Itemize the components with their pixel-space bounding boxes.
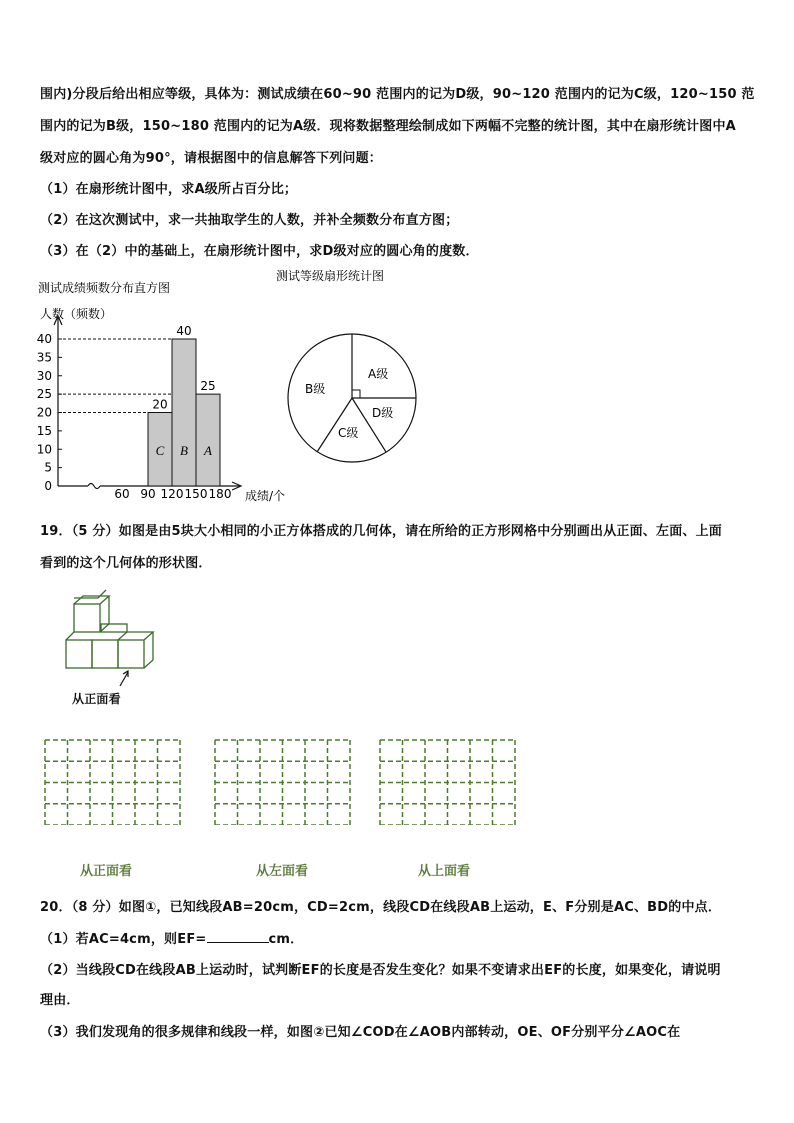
- q20-sub-2b: 理由．: [40, 993, 80, 1008]
- y-tick-label: 0: [44, 479, 52, 493]
- x-tick-label: 120: [160, 487, 184, 501]
- y-tick-label: 15: [36, 423, 52, 438]
- y-tick-label: 5: [44, 460, 52, 475]
- pie-label-d: D级: [372, 406, 394, 420]
- histogram: [37, 280, 285, 503]
- q18-sub-1: （1）在扇形统计图中，求A级所占百分比；: [40, 182, 298, 197]
- y-tick-label: 20: [36, 405, 52, 420]
- bar-category-label: A: [204, 443, 212, 458]
- pie-label-a: A级: [368, 367, 389, 381]
- pie-radius-lower-left: [317, 398, 352, 452]
- x-tick-label: 150: [184, 487, 208, 501]
- bar-value-label: 25: [200, 379, 216, 394]
- q19-line-2: 看到的这个几何体的形状图．: [40, 556, 212, 571]
- q18-line-3: 级对应的圆心角为90°，请根据图中的信息解答下列问题：: [40, 151, 382, 166]
- q19-line-1: 19．（5 分）如图是由5块大小相同的小正方体搭成的几何体，请在所给的正方形网格中分别画出从正面、左面、上面: [40, 524, 723, 539]
- q18-sub-2: （2）在这次测试中，求一共抽取学生的人数，并补全频数分布直方图；: [40, 213, 459, 228]
- dashed-grid-1[interactable]: [45, 740, 180, 825]
- q20-sub-1-suffix: cm．: [268, 932, 304, 947]
- right-angle-marker: [352, 390, 360, 398]
- q18-line-2: 围内的记为B级，150~180 范围内的记为A级．现将数据整理绘制成如下两幅不完整的统计图，其中在扇形统计图中A: [40, 119, 736, 134]
- q20-sub-1: [40, 928, 303, 947]
- histogram-bar-B: [172, 339, 196, 486]
- q20-sub-1-prefix: （1）若AC=4cm，则EF=: [40, 932, 207, 947]
- bar-value-label: 20: [152, 397, 168, 412]
- bar-category-label: C: [155, 443, 165, 458]
- dashed-grid-3[interactable]: [380, 740, 515, 825]
- q18-sub-3: （3）在（2）中的基础上，在扇形统计图中，求D级对应的圆心角的度数．: [40, 244, 479, 259]
- bar-value-label: 40: [176, 324, 192, 338]
- x-tick-label: 90: [140, 487, 156, 501]
- q20-sub-3: （3）我们发现角的很多规律和线段一样，如图②已知∠COD在∠AOB内部转动，OE、OF分别平分∠AOC在: [40, 1025, 681, 1040]
- pie-label-b: B级: [305, 382, 326, 396]
- x-tick-label: 60: [114, 487, 130, 501]
- y-tick-label: 10: [36, 442, 52, 457]
- answer-blank[interactable]: [207, 930, 269, 943]
- front-view-label: 从正面看: [72, 692, 121, 706]
- pie-label-c: C级: [338, 426, 359, 440]
- pie-chart: [276, 268, 416, 462]
- x-axis-break: [88, 484, 100, 489]
- bar-category-label: B: [180, 443, 188, 458]
- y-tick-label: 40: [36, 332, 52, 346]
- pie-title: 测试等级扇形统计图: [276, 269, 385, 283]
- y-tick-label: 25: [36, 387, 52, 402]
- grid-caption-left: 从左面看: [256, 864, 309, 879]
- x-tick-label: 180: [208, 487, 232, 501]
- histogram-ylabel: 人数（频数）: [40, 307, 113, 321]
- y-tick-label: 35: [36, 350, 52, 365]
- histogram-xlabel: 成绩/个: [245, 489, 286, 503]
- grid-caption-top: 从上面看: [418, 864, 471, 879]
- dashed-grids: [0, 735, 794, 825]
- y-tick-label: 30: [36, 368, 52, 383]
- q18-line-1: 围内)分段后给出相应等级，具体为：测试成绩在60~90 范围内的记为D级，90~120 范围内的记为C级，120~150 范: [40, 87, 755, 102]
- statistics-charts: [0, 0, 794, 520]
- histogram-title: 测试成绩频数分布直方图: [38, 281, 171, 295]
- q20-line-1: 20．（8 分）如图①，已知线段AB=20cm，CD=2cm，线段CD在线段AB上运动，E、F分别是AC、BD的中点．: [40, 900, 722, 915]
- histogram-bar-A: [196, 394, 220, 486]
- dashed-grid-2[interactable]: [215, 740, 350, 825]
- grid-caption-front: 从正面看: [80, 864, 133, 879]
- q20-sub-2a: （2）当线段CD在线段AB上运动时，试判断EF的长度是否发生变化？如果不变请求出EF的长度，如果变化，请说明: [40, 963, 721, 978]
